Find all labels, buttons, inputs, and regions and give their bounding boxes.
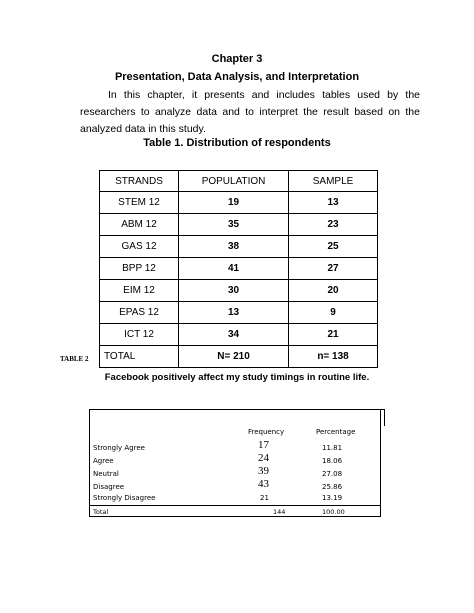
sample-cell: 20 bbox=[289, 280, 378, 302]
column-header: SAMPLE bbox=[289, 171, 378, 192]
distribution-table bbox=[99, 170, 378, 368]
response-label: Agree bbox=[93, 457, 114, 465]
population-cell: 19 bbox=[179, 192, 289, 214]
table2-title: Facebook positively affect my study timings in routine life. bbox=[104, 372, 370, 383]
total-population: N= 210 bbox=[179, 346, 289, 368]
frequency-value: 24 bbox=[258, 452, 269, 464]
population-cell: 35 bbox=[179, 214, 289, 236]
column-header: POPULATION bbox=[179, 171, 289, 192]
column-header: STRANDS bbox=[100, 171, 179, 192]
sample-cell: 25 bbox=[289, 236, 378, 258]
table-row bbox=[100, 192, 378, 214]
population-cell: 38 bbox=[179, 236, 289, 258]
strand-cell: EIM 12 bbox=[100, 280, 179, 302]
percentage-value: 25.86 bbox=[322, 483, 343, 491]
table-row bbox=[100, 302, 378, 324]
total-frequency: 144 bbox=[273, 508, 286, 516]
section-title: Presentation, Data Analysis, and Interpretation bbox=[114, 71, 360, 83]
frequency-value: 21 bbox=[260, 494, 269, 502]
total-label: TOTAL bbox=[100, 346, 179, 368]
strand-cell: BPP 12 bbox=[100, 258, 179, 280]
table-row bbox=[100, 214, 378, 236]
percentage-header: Percentage bbox=[316, 428, 356, 436]
population-cell: 13 bbox=[179, 302, 289, 324]
population-cell: 34 bbox=[179, 324, 289, 346]
table-row bbox=[100, 324, 378, 346]
population-cell: 30 bbox=[179, 280, 289, 302]
sample-cell: 13 bbox=[289, 192, 378, 214]
total-percentage: 100.00 bbox=[322, 508, 345, 516]
frequency-value: 17 bbox=[258, 439, 269, 451]
sample-cell: 9 bbox=[289, 302, 378, 324]
frequency-header: Frequency bbox=[248, 428, 285, 436]
response-label: Neutral bbox=[93, 470, 119, 478]
total-label: Total bbox=[93, 508, 109, 516]
strand-cell: ABM 12 bbox=[100, 214, 179, 236]
total-sample: n= 138 bbox=[289, 346, 378, 368]
table2-total-separator bbox=[89, 505, 380, 506]
table-row bbox=[100, 258, 378, 280]
strand-cell: GAS 12 bbox=[100, 236, 179, 258]
table2-label: TABLE 2 bbox=[60, 355, 89, 363]
response-label: Strongly Agree bbox=[93, 444, 145, 452]
percentage-value: 13.19 bbox=[322, 494, 343, 502]
population-cell: 41 bbox=[179, 258, 289, 280]
percentage-value: 27.08 bbox=[322, 470, 343, 478]
response-label: Disagree bbox=[93, 483, 125, 491]
frequency-value: 43 bbox=[258, 478, 269, 490]
sample-cell: 27 bbox=[289, 258, 378, 280]
chapter-heading: Chapter 3 bbox=[211, 53, 263, 65]
table2-right-border bbox=[384, 410, 385, 426]
percentage-value: 18.06 bbox=[322, 457, 343, 465]
strand-cell: STEM 12 bbox=[100, 192, 179, 214]
table-header-row bbox=[100, 171, 378, 192]
strand-cell: EPAS 12 bbox=[100, 302, 179, 324]
table1-title: Table 1. Distribution of respondents bbox=[143, 137, 331, 149]
frequency-value: 39 bbox=[258, 465, 269, 477]
strand-cell: ICT 12 bbox=[100, 324, 179, 346]
table-row bbox=[100, 280, 378, 302]
intro-paragraph: In this chapter, it presents and includes tables used by the researchers to analyze data and to interpret the result based on the analyzed data in this study. bbox=[80, 89, 420, 135]
percentage-value: 11.81 bbox=[322, 444, 343, 452]
table-row bbox=[100, 236, 378, 258]
sample-cell: 21 bbox=[289, 324, 378, 346]
response-label: Strongly Disagree bbox=[93, 494, 156, 502]
sample-cell: 23 bbox=[289, 214, 378, 236]
total-row bbox=[100, 346, 378, 368]
